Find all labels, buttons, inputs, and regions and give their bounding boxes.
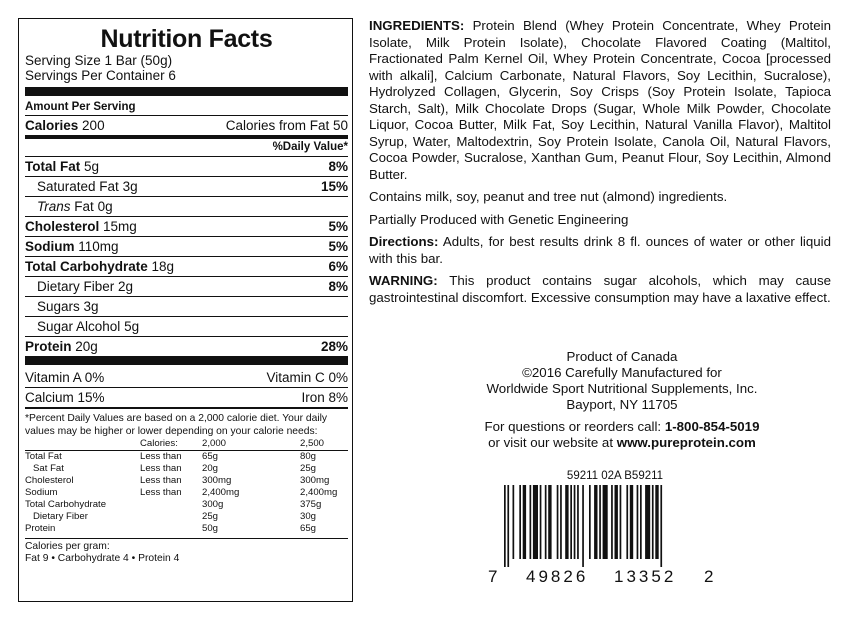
nutrient-label: Cholesterol xyxy=(25,219,100,234)
ref-row xyxy=(25,511,348,523)
ref-cond: Less than xyxy=(140,475,182,486)
barcode-bar xyxy=(589,485,591,559)
copyright-line: ©2016 Carefully Manufactured for xyxy=(522,365,722,380)
barcode-bar xyxy=(519,485,521,559)
nutrient-amount: 3g xyxy=(122,179,138,194)
nutrient-amount: 110mg xyxy=(78,239,119,254)
barcode-bar xyxy=(574,485,576,559)
barcode-bar xyxy=(507,485,509,567)
nutrient-row-total-fat xyxy=(25,156,348,176)
divider-thick xyxy=(25,87,348,96)
directions-heading: Directions: xyxy=(369,234,439,249)
barcode-bar xyxy=(570,485,572,559)
ref-c2: 80g xyxy=(300,451,317,462)
barcode-bar xyxy=(630,485,633,559)
barcode-bar xyxy=(533,485,538,559)
ref-c1: 300mg xyxy=(202,475,232,486)
ref-header-row xyxy=(25,438,348,451)
reference-table xyxy=(25,438,348,535)
barcode-bar xyxy=(599,485,601,559)
nutrient-dv: 28% xyxy=(320,339,348,354)
ref-c2: 25g xyxy=(300,463,317,474)
calories-per-gram-section xyxy=(25,538,348,565)
ref-c1: 300g xyxy=(202,499,224,510)
barcode-bar xyxy=(577,485,579,559)
genetic-engineering-note: Partially Produced with Genetic Engineering xyxy=(369,211,629,227)
website-prefix: or visit our website at xyxy=(488,435,614,450)
divider-thick xyxy=(25,356,348,365)
servings-per-container: Servings Per Container 6 xyxy=(25,68,176,83)
ingredients-paragraph xyxy=(369,18,831,183)
barcode-bar xyxy=(594,485,597,559)
nutrient-dv: 6% xyxy=(328,259,348,274)
calcium: Calcium 15% xyxy=(25,390,105,405)
nutrient-label: Sugars xyxy=(37,299,80,314)
barcode-bar xyxy=(548,485,551,559)
contact-phone-line xyxy=(434,419,810,435)
nutrient-row-sugars xyxy=(25,296,348,316)
ref-c2: 65g xyxy=(300,523,317,534)
barcode-bar xyxy=(645,485,650,559)
nutrient-dv: 5% xyxy=(328,239,348,254)
nutrient-amount: 0g xyxy=(97,199,113,214)
nutrient-label: Fat xyxy=(74,199,94,214)
ref-cond xyxy=(140,511,202,523)
ref-row xyxy=(25,475,348,487)
barcode-bar xyxy=(504,485,506,567)
ref-row xyxy=(25,451,348,464)
barcode-bar xyxy=(626,485,628,559)
barcode-digits-group1: 49826 xyxy=(526,567,589,586)
ref-c1: 65g xyxy=(202,451,219,462)
ref-c2: 375g xyxy=(300,499,322,510)
nutrition-facts-panel xyxy=(18,18,353,602)
barcode-bar xyxy=(611,485,613,559)
nutrient-amount: 2g xyxy=(118,279,134,294)
nutrient-label: Total Fat xyxy=(25,159,81,174)
ref-c1: 20g xyxy=(202,463,219,474)
directions-text: Adults, for best results drink 8 fl. ounces of water or other liquid with this bar. xyxy=(369,234,831,266)
nutrient-row-protein xyxy=(25,336,348,356)
nutrient-label: Sugar Alcohol xyxy=(37,319,121,334)
phone-number: 1-800-854-5019 xyxy=(664,419,760,434)
ref-header-c1: 2,000 xyxy=(202,438,227,449)
nutrient-label: Dietary Fiber xyxy=(37,279,115,294)
barcode-digit-right: 2 xyxy=(704,567,714,586)
lot-code: 59211 02A B59211 xyxy=(566,470,664,482)
nutrient-row-total-carbohydrate xyxy=(25,256,348,276)
calories-row xyxy=(25,115,348,135)
upc-barcode xyxy=(504,485,719,567)
ref-cond xyxy=(140,499,202,511)
nutrition-title: Nutrition Facts xyxy=(100,25,273,53)
contact-website-line xyxy=(434,435,810,451)
questions-label: For questions or reorders call: xyxy=(484,419,662,434)
nutrient-row-saturated-fat xyxy=(25,176,348,196)
product-origin: Product of Canada xyxy=(566,349,678,364)
barcode-bar xyxy=(560,485,562,559)
barcode-bar xyxy=(640,485,642,559)
ref-label: Cholesterol xyxy=(25,475,74,486)
ref-cond xyxy=(140,523,202,535)
company-name: Worldwide Sport Nutritional Supplements, Inc. xyxy=(486,381,758,396)
barcode-bar xyxy=(540,485,542,559)
barcode-bar xyxy=(660,485,662,567)
ref-c2: 300mg xyxy=(300,475,330,486)
calories-per-gram-values: Fat 9 • Carbohydrate 4 • Protein 4 xyxy=(25,553,180,564)
nutrient-amount: 5g xyxy=(84,159,100,174)
ref-cond: Less than xyxy=(140,451,182,462)
barcode-bar xyxy=(530,485,532,559)
calories-label: Calories xyxy=(25,118,79,133)
barcode-bar xyxy=(545,485,547,559)
calories-per-gram-label: Calories per gram: xyxy=(25,541,110,552)
nutrient-label: Sodium xyxy=(25,239,75,254)
ref-header-label: Calories: xyxy=(140,438,178,449)
ref-row xyxy=(25,499,348,511)
ref-label: Dietary Fiber xyxy=(33,511,88,522)
ref-label: Total Carbohydrate xyxy=(25,499,107,510)
directions-paragraph xyxy=(369,234,831,267)
daily-value-footnote: *Percent Daily Values are based on a 2,000 calorie diet. Your daily values may be higher or lower depending on your calorie needs: xyxy=(25,413,328,437)
nutrient-amount: 18g xyxy=(151,259,175,274)
vitamin-c: Vitamin C 0% xyxy=(266,370,348,385)
ref-label: Sat Fat xyxy=(33,463,64,474)
nutrient-dv: 5% xyxy=(328,219,348,234)
nutrient-dv: 8% xyxy=(328,159,348,174)
nutrient-label: Total Carbohydrate xyxy=(25,259,148,274)
divider-thin xyxy=(25,407,348,409)
company-address: Bayport, NY 11705 xyxy=(566,397,678,412)
ref-row xyxy=(25,487,348,499)
nutrient-row-dietary-fiber xyxy=(25,276,348,296)
daily-value-header: %Daily Value* xyxy=(272,141,348,153)
nutrient-row-trans-fat xyxy=(25,196,348,216)
barcode-bar xyxy=(557,485,559,559)
ref-label: Sodium xyxy=(25,487,58,498)
nutrient-row-sugar-alcohol xyxy=(25,316,348,336)
warning-heading: WARNING: xyxy=(369,273,438,288)
ingredients-heading: INGREDIENTS: xyxy=(369,18,465,33)
ref-cond: Less than xyxy=(140,487,182,498)
nutrient-row-cholesterol xyxy=(25,216,348,236)
ref-row xyxy=(25,523,348,535)
nutrient-amount: 20g xyxy=(75,339,98,354)
amount-per-serving: Amount Per Serving xyxy=(25,101,136,113)
ref-header-c2: 2,500 xyxy=(300,438,325,449)
ref-c2: 30g xyxy=(300,511,317,522)
ref-label: Protein xyxy=(25,523,56,534)
barcode-bar xyxy=(615,485,618,559)
barcode-bar xyxy=(620,485,622,559)
label-text-column xyxy=(369,18,831,312)
nutrient-label: Saturated Fat xyxy=(37,179,119,194)
ingredients-text: Protein Blend (Whey Protein Concentrate, Whey Protein Isolate, Milk Protein Isolate), Chocolate Flavored Coating (Maltitol, Fractionated Palm Kernel Oil, Whey Protein Concentrate, Cocoa [processed with alkali], Calcium Carbonate, Natural Flavors, Soy Lecithin, Sucralose), Hydrolyzed Collagen, Glycerin, Soy Crisps (Soy Protein Isolate, Tapioca Starch, Salt), Milk Chocolate Drops (Sugar, Whole Milk Powder, Chocolate Liquor, Cocoa Butter, Milk Fat, Soy Lecithin, Natural Vanilla Flavor), Maltitol Syrup, Water, Maltodextrin, Soy Protein Isolate, Canola Oil, Natural Flavors, Cocoa Powder, Sucralose, Xanthan Gum, Peanut Flour, Soy Lecithin, Almond Butter. xyxy=(369,18,831,182)
ref-c1: 50g xyxy=(202,523,219,534)
nutrient-row-sodium xyxy=(25,236,348,256)
ref-c2: 2,400mg xyxy=(300,487,338,498)
nutrient-dv: 15% xyxy=(320,179,348,194)
nutrient-dv: 8% xyxy=(328,279,348,294)
vitamin-a: Vitamin A 0% xyxy=(25,370,105,385)
barcode-bar xyxy=(652,485,654,559)
barcode-bar xyxy=(513,485,515,559)
warning-text: This product contains sugar alcohols, which may cause gastrointestinal discomfort. Excessive consumption may have a laxative effect. xyxy=(369,273,831,305)
nutrient-amount: 15mg xyxy=(103,219,137,234)
iron: Iron 8% xyxy=(301,390,348,405)
vitamins-row xyxy=(25,368,348,387)
calories-from-fat: Calories from Fat 50 xyxy=(225,118,348,133)
calories-value: 200 xyxy=(82,118,105,133)
barcode-bar xyxy=(655,485,658,559)
nutrient-amount: 3g xyxy=(83,299,99,314)
ref-c1: 2,400mg xyxy=(202,487,240,498)
nutrient-label-italic: Trans xyxy=(37,199,71,214)
nutrient-amount: 5g xyxy=(124,319,140,334)
minerals-row xyxy=(25,387,348,407)
barcode-bar xyxy=(603,485,608,559)
warning-paragraph xyxy=(369,273,831,306)
allergens-paragraph: Contains milk, soy, peanut and tree nut (almond) ingredients. xyxy=(369,189,728,204)
manufacturer-block xyxy=(434,349,810,451)
ref-row xyxy=(25,463,348,475)
barcode-bar xyxy=(523,485,526,559)
ref-label: Total Fat xyxy=(25,451,62,462)
barcode-bar xyxy=(565,485,568,559)
website-url: www.pureprotein.com xyxy=(616,435,756,450)
serving-size: Serving Size 1 Bar (50g) xyxy=(25,53,173,68)
barcode-bar xyxy=(582,485,584,567)
barcode-bar xyxy=(637,485,639,559)
nutrient-label: Protein xyxy=(25,339,72,354)
barcode-digits-group2: 13352 xyxy=(614,567,677,586)
barcode-digit-left: 7 xyxy=(488,567,498,586)
ref-c1: 25g xyxy=(202,511,219,522)
ref-cond: Less than xyxy=(140,463,182,474)
